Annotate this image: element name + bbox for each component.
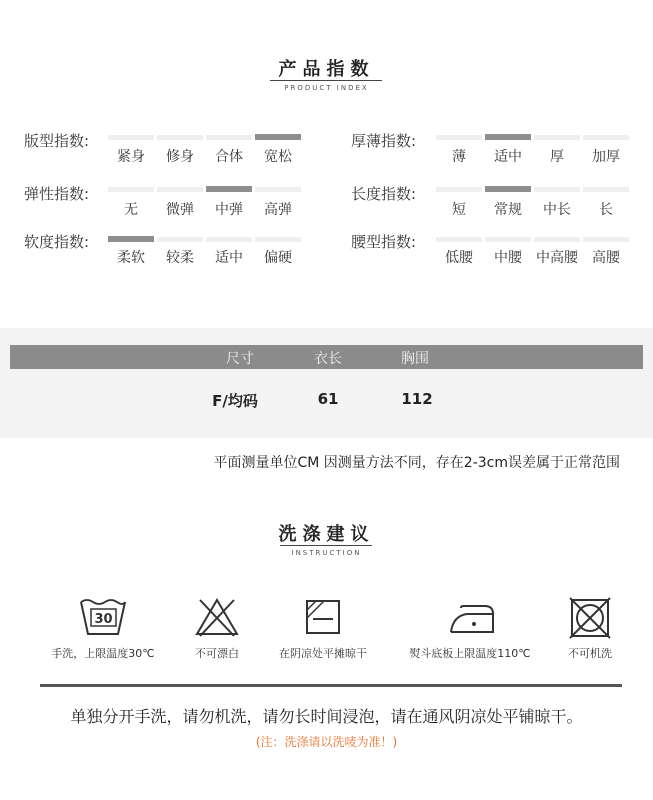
- index-option: 常规: [494, 202, 522, 218]
- table-cell-size: F/均码: [212, 392, 258, 410]
- index-option: 偏硬: [264, 250, 292, 266]
- index-option: 低腰: [445, 250, 473, 266]
- index-bar: [206, 135, 252, 140]
- title-underline: [280, 545, 372, 546]
- index-bar: [534, 237, 580, 242]
- index-option: 中高腰: [536, 250, 578, 266]
- wash-label: 不可漂白: [195, 647, 239, 660]
- index-bar: [583, 237, 629, 242]
- index-bar: [583, 187, 629, 192]
- index-option: 柔软: [117, 250, 145, 266]
- index-option: 厚: [550, 149, 564, 165]
- iron-110-icon: [447, 596, 497, 640]
- index-bar-selected: [255, 134, 301, 140]
- index-bar-selected: [108, 236, 154, 242]
- index-label: 弹性指数:: [24, 185, 90, 203]
- table-header-size: 尺寸: [226, 351, 254, 367]
- wash-label: 熨斗底板上限温度110℃: [409, 647, 531, 660]
- index-bar: [534, 187, 580, 192]
- index-bar: [436, 237, 482, 242]
- instruction-title: 洗涤建议: [278, 524, 375, 545]
- index-option: 适中: [494, 149, 522, 165]
- index-option: 高弹: [264, 202, 292, 218]
- index-option: 无: [124, 202, 138, 218]
- index-option: 修身: [166, 149, 194, 165]
- index-label: 腰型指数:: [351, 233, 417, 251]
- no-bleach-icon: [192, 596, 242, 640]
- table-header-length: 衣长: [314, 351, 342, 367]
- index-option: 中弹: [215, 202, 243, 218]
- index-option: 合体: [215, 149, 243, 165]
- instruction-subtitle: INSTRUCTION: [291, 549, 362, 557]
- index-bar: [255, 237, 301, 242]
- index-option: 中长: [543, 202, 571, 218]
- wash-label: 不可机洗: [568, 647, 612, 660]
- index-option: 较柔: [166, 250, 194, 266]
- table-cell-chest: 112: [401, 390, 433, 408]
- product-index-subtitle: PRODUCT INDEX: [284, 84, 369, 92]
- index-bar: [436, 187, 482, 192]
- index-option: 微弹: [166, 202, 194, 218]
- index-bar: [534, 135, 580, 140]
- care-instructions: 单独分开手洗，请勿机洗，请勿长时间浸泡，请在通风阴凉处平铺晾干。: [70, 707, 583, 726]
- table-cell-length: 61: [317, 390, 339, 408]
- index-option: 适中: [215, 250, 243, 266]
- index-option: 宽松: [264, 149, 292, 165]
- table-header-chest: 胸围: [401, 351, 429, 367]
- index-option: 短: [452, 202, 466, 218]
- index-bar-selected: [485, 134, 531, 140]
- index-bar: [157, 237, 203, 242]
- index-bar: [108, 135, 154, 140]
- index-bar: [436, 135, 482, 140]
- index-label: 软度指数:: [24, 233, 90, 251]
- index-option: 中腰: [494, 250, 522, 266]
- index-bar: [583, 135, 629, 140]
- index-bar: [255, 187, 301, 192]
- index-label: 长度指数:: [351, 185, 417, 203]
- hand-wash-30-icon: [78, 596, 128, 640]
- index-option: 薄: [452, 149, 466, 165]
- index-bar: [157, 135, 203, 140]
- index-option: 紧身: [117, 149, 145, 165]
- index-option: 高腰: [592, 250, 620, 266]
- divider: [40, 684, 622, 687]
- index-bar: [157, 187, 203, 192]
- title-underline: [270, 80, 382, 81]
- index-bar: [485, 237, 531, 242]
- index-label: 版型指数:: [24, 132, 90, 150]
- no-machine-wash-icon: [565, 596, 615, 640]
- care-note: (注：洗涤请以洗唛为准！): [255, 735, 398, 749]
- index-bar-selected: [485, 186, 531, 192]
- index-option: 加厚: [592, 149, 620, 165]
- index-bar-selected: [206, 186, 252, 192]
- wash-label: 手洗，上限温度30℃: [51, 647, 155, 660]
- index-option: 长: [599, 202, 613, 218]
- wash-label: 在阴凉处平摊晾干: [279, 647, 367, 660]
- index-label: 厚薄指数:: [351, 132, 417, 150]
- measure-note: 平面测量单位CM 因测量方法不同，存在2-3cm误差属于正常范围: [213, 455, 620, 471]
- index-bar: [206, 237, 252, 242]
- product-index-title: 产品指数: [278, 59, 375, 80]
- wash-temp-number: 30: [94, 612, 113, 627]
- index-bar: [108, 187, 154, 192]
- shade-flat-dry-icon: [298, 596, 348, 640]
